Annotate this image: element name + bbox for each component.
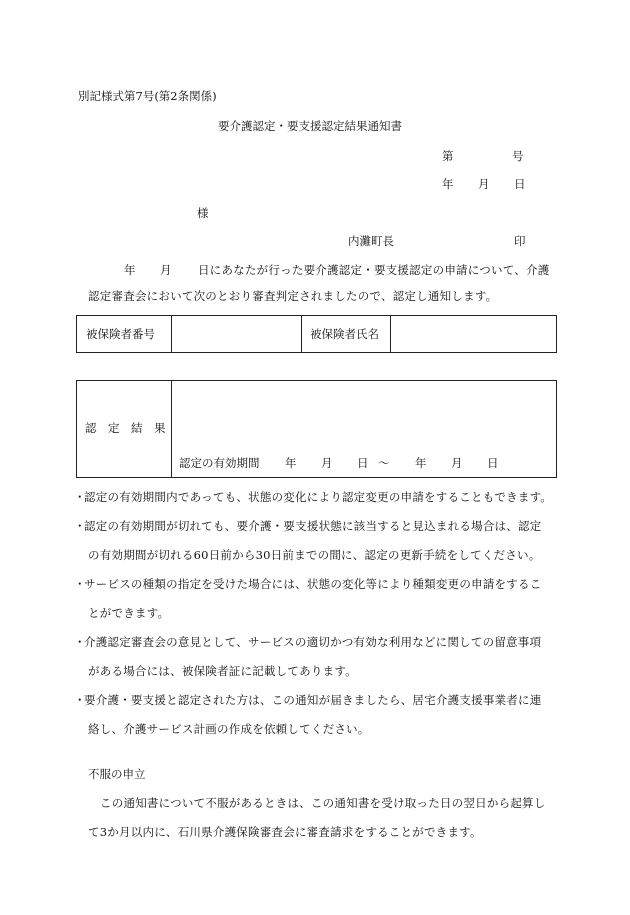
table-divider bbox=[301, 316, 302, 352]
appeal-line1: この通知書について不服があるときは、この通知書を受け取った日の翌日から起算し bbox=[100, 796, 546, 810]
note-text: サービスの種類の指定を受けた場合には、状態の変化等により種類変更の申請をするこ bbox=[84, 577, 542, 591]
insured-name-label: 被保険者氏名 bbox=[310, 327, 379, 341]
insured-info-table bbox=[76, 315, 557, 353]
date-month: 月 bbox=[478, 177, 490, 191]
intro-year: 年 bbox=[124, 263, 136, 277]
note-text: 認定の有効期間内であっても、状態の変化により認定変更の申請をすることもできます。 bbox=[84, 490, 553, 504]
validity-end-month: 月 bbox=[451, 456, 463, 470]
note-text: 要介護・要支援と認定された方は、この通知が届きましたら、居宅介護支援事業者に連 bbox=[84, 693, 542, 707]
validity-label: 認定の有効期間 bbox=[179, 456, 260, 470]
note-bullet: ・ bbox=[74, 577, 86, 591]
date-year: 年 bbox=[442, 177, 454, 191]
insured-number-label: 被保険者番号 bbox=[86, 327, 155, 341]
addressee-suffix: 様 bbox=[197, 206, 209, 220]
validity-end-year: 年 bbox=[415, 456, 427, 470]
table-divider bbox=[171, 316, 172, 352]
note-bullet: ・ bbox=[74, 490, 86, 504]
intro-month: 月 bbox=[160, 263, 172, 277]
note-text: 介護認定審査会の意見として、サービスの適切かつ有効な利用などに関しての留意事項 bbox=[84, 635, 542, 649]
note-text: の有効期間が切れる60日前から30日前までの間に、認定の更新手続をしてください。 bbox=[88, 548, 541, 562]
note-text: がある場合には、被保険者証に記載してあります。 bbox=[88, 664, 357, 678]
note-text: 絡し、介護サービス計画の作成を依頼してください。 bbox=[88, 722, 370, 736]
note-bullet: ・ bbox=[74, 693, 86, 707]
validity-end-day: 日 bbox=[487, 456, 499, 470]
validity-start-day: 日 bbox=[357, 456, 369, 470]
result-label: 認 定 結 果 bbox=[85, 421, 166, 435]
validity-tilde: ～ bbox=[378, 456, 390, 470]
appeal-line2: て3か月以内に、石川県介護保険審査会に審査請求をすることができます。 bbox=[88, 825, 482, 839]
certification-result-table bbox=[76, 380, 557, 478]
number-prefix: 第 bbox=[442, 149, 454, 163]
appeal-heading: 不服の申立 bbox=[88, 767, 146, 781]
date-day: 日 bbox=[514, 177, 526, 191]
issuer-name: 内灘町長 bbox=[348, 234, 394, 248]
validity-start-year: 年 bbox=[285, 456, 297, 470]
form-label: 別記様式第7号(第2条関係) bbox=[78, 89, 217, 103]
intro-line2: 認定審査会において次のとおり審査判定されましたので、認定し通知します。 bbox=[88, 289, 498, 303]
number-suffix: 号 bbox=[512, 149, 524, 163]
table-divider bbox=[390, 316, 391, 352]
note-text: 認定の有効期間が切れても、要介護・要支援状態に該当すると見込まれる場合は、認定 bbox=[84, 519, 542, 533]
note-text: とができます。 bbox=[88, 606, 170, 620]
note-bullet: ・ bbox=[74, 635, 86, 649]
validity-start-month: 月 bbox=[321, 456, 333, 470]
document-title: 要介護認定・要支援認定結果通知書 bbox=[218, 119, 402, 133]
intro-line1: 日にあなたが行った要介護認定・要支援認定の申請について、介護 bbox=[198, 263, 550, 277]
note-bullet: ・ bbox=[74, 519, 86, 533]
table-divider bbox=[171, 381, 172, 477]
seal-mark: 印 bbox=[514, 234, 526, 248]
